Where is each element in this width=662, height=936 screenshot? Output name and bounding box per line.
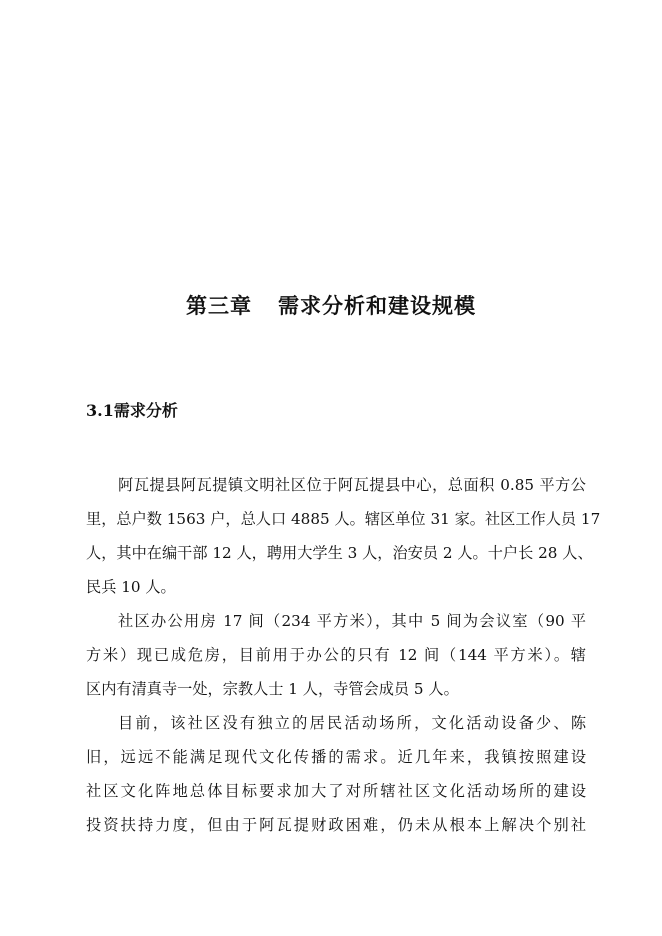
- chapter-name: 需求分析和建设规模: [278, 293, 476, 318]
- paragraph-2-line-2: 方米）现已成危房，目前用于办公的只有 12 间（144 平方米）。辖: [86, 646, 586, 664]
- paragraph-2-line-3: 区内有清真寺一处，宗教人士 1 人，寺管会成员 5 人。: [86, 680, 459, 698]
- chapter-title: [0, 290, 662, 320]
- paragraph-3-line-3: 社区文化阵地总体目标要求加大了对所辖社区文化活动场所的建设: [86, 782, 586, 800]
- section-heading: 3.1需求分析: [86, 401, 178, 420]
- paragraph-1-line-3: 人，其中在编干部 12 人，聘用大学生 3 人，治安员 2 人。十户长 28 人、: [86, 544, 593, 562]
- paragraph-3-line-1: 目前，该社区没有独立的居民活动场所，文化活动设备少、陈: [118, 714, 586, 732]
- paragraph-3-line-2: 旧，远远不能满足现代文化传播的需求。近几年来，我镇按照建设: [86, 748, 586, 766]
- paragraph-1-line-4: 民兵 10 人。: [86, 578, 176, 596]
- paragraph-1-line-2: 里，总户数 1563 户，总人口 4885 人。辖区单位 31 家。社区工作人员 17: [86, 510, 601, 528]
- paragraph-1-line-1: 阿瓦提县阿瓦提镇文明社区位于阿瓦提县中心，总面积 0.85 平方公: [118, 476, 586, 494]
- paragraph-2-line-1: 社区办公用房 17 间（234 平方米），其中 5 间为会议室（90 平: [118, 612, 586, 630]
- body-text: [86, 468, 601, 842]
- chapter-number: 第三章: [186, 293, 252, 318]
- paragraph-3-line-4: 投资扶持力度，但由于阿瓦提财政困难，仍未从根本上解决个别社: [86, 816, 586, 834]
